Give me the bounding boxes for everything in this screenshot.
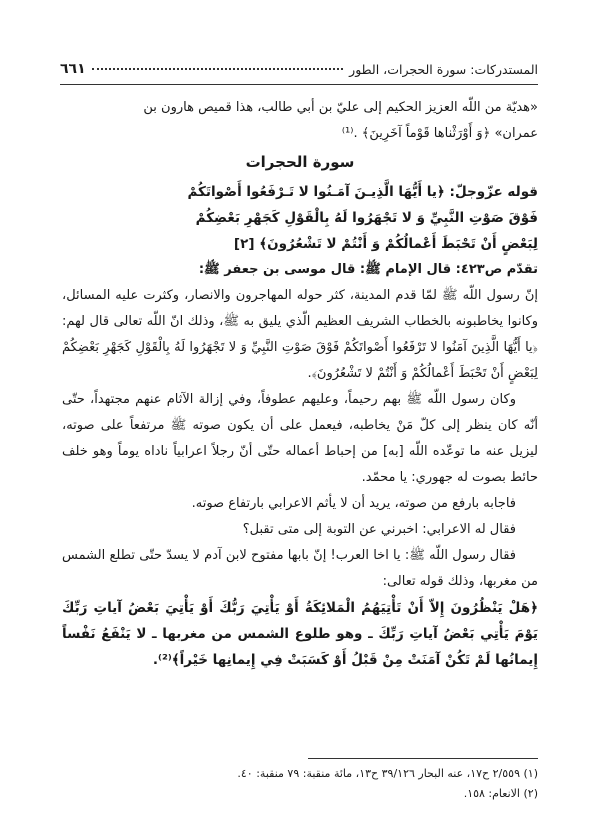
hadith-heading: تقدّم ص٤٢٣: قال الإمام ﷺ: قال موسى بن جعفر ﷺ: (198, 262, 538, 277)
verse-line-2: فَوْقَ صَوْتِ النَّبِيِّ وَ لا تَجْهَرُوا لَهُ بِالْقَوْلِ كَجَهْرِ بَعْضِكُمْ (195, 210, 538, 226)
page-header (60, 58, 538, 80)
paragraph-1: إنّ رسول اللّه ﷺ لمّا قدم المدينة، كثر حوله المهاجرون والانصار، وكثرت عليه المسائل، وكانوا يخاطبونه بالخطاب الشريف العظيم الّذي يليق به ﷺ، وذلك انّ اللّه تعالى قال لهم: ﴿يا أَيُّهَا الَّذِينَ آمَنُوا لا تَرْفَعُوا أَصْواتَكُمْ فَوْقَ صَوْتِ النَّبِيِّ وَ لا تَجْهَرُوا لَهُ بِالْقَوْلِ كَجَهْرِ بَعْضِكُمْ لِبَعْضٍ أَنْ تَحْبَطَ أَعْمالُكُمْ وَ أَنْتُمْ لا تَشْعُرُونَ﴾. (62, 288, 538, 381)
paragraph-5: فقال رسول اللّه ﷺ: يا اخا العرب! إنّ بابها مفتوح لابن آدم لا يسدّ حتّى تطلع الشمس من مغربها، وذلك قوله تعالى: (62, 548, 538, 589)
intro-line-1: «هديّة من اللّه العزيز الحكيم إلى عليّ بن أبي طالب، هذا قميص هارون بن (143, 100, 538, 115)
running-title: المستدركات: سورة الحجرات، الطور (349, 61, 538, 77)
paragraph-6-verse: ﴿هَلْ يَنْظُرُونَ إِلاّ أَنْ تَأْتِيَهُمُ الْمَلائِكَةُ أَوْ يَأْتِيَ رَبُّكَ أَوْ يَأْتِيَ بَعْضُ آياتِ رَبِّكَ يَوْمَ يَأْتِي بَعْضُ آياتِ رَبِّكَ ـ وهو طلوع الشمس من مغربها ـ لا يَنْفَعُ نَفْساً إِيمانُها لَمْ تَكُنْ آمَنَتْ مِنْ قَبْلُ أَوْ كَسَبَتْ فِي إِيمانِها خَيْراً﴾⁽²⁾. (62, 600, 538, 668)
header-dotted-leader (92, 62, 344, 70)
footnote-1: (١) ٢/٥٥٩ ح١٧، عنه البحار ٣٩/١٢٦ ح١٣، مائة منقبة: ٧٩ منقبة: ٤٠. (237, 767, 538, 780)
footnotes (62, 764, 538, 804)
page-number: ٦٦١ (60, 61, 86, 77)
verse-line-3: لِبَعْضٍ أَنْ تَحْبَطَ أَعْمالُكُمْ وَ أَنْتُمْ لا تَشْعُرُونَ﴾ [٢] (233, 236, 538, 252)
verse-line-1: قوله عزّوجلّ: ﴿يا أَيُّهَا الَّذِيـنَ آمَـنُوا لا تَـرْفَعُوا أَصْواتَكُمْ (187, 184, 538, 200)
paragraph-3: فاجابه بارفع من صوته، يريد أن لا يأثم الاعرابي بارتفاع صوته. (191, 496, 516, 511)
paragraph-2: وكان رسول اللّه ﷺ بهم رحيماً، وعليهم عطوفاً، وفي إزالة الآثام عنهم مجتهداً، حتّى أنّه كان ينظر إلى كلّ مَنْ يخاطبه، فيعمل على أن يكون صوته ﷺ مرتفعاً على صوته، ليزيل عنه ما توعّده اللّه [به] من إحباط أعماله حتّى أنّ رجلاً اعرابياً ناداه يوماً وهو خلف حائط بصوت له جهوري: يا محمّد. (62, 392, 538, 485)
footnote-rule (308, 758, 538, 759)
footnote-2: (٢) الانعام: ١٥٨. (463, 787, 538, 800)
paragraph-4: فقال له الاعرابي: اخبرني عن التوبة إلى متى تقبل؟ (242, 522, 516, 537)
header-rule (60, 84, 538, 85)
intro-line-2: عمران» ﴿وَ أَوْرَثْناها قَوْماً آخَرِينَ﴾ .⁽¹⁾ (341, 126, 538, 141)
page-body (62, 95, 538, 673)
surah-title: سورة الحجرات (245, 153, 355, 171)
